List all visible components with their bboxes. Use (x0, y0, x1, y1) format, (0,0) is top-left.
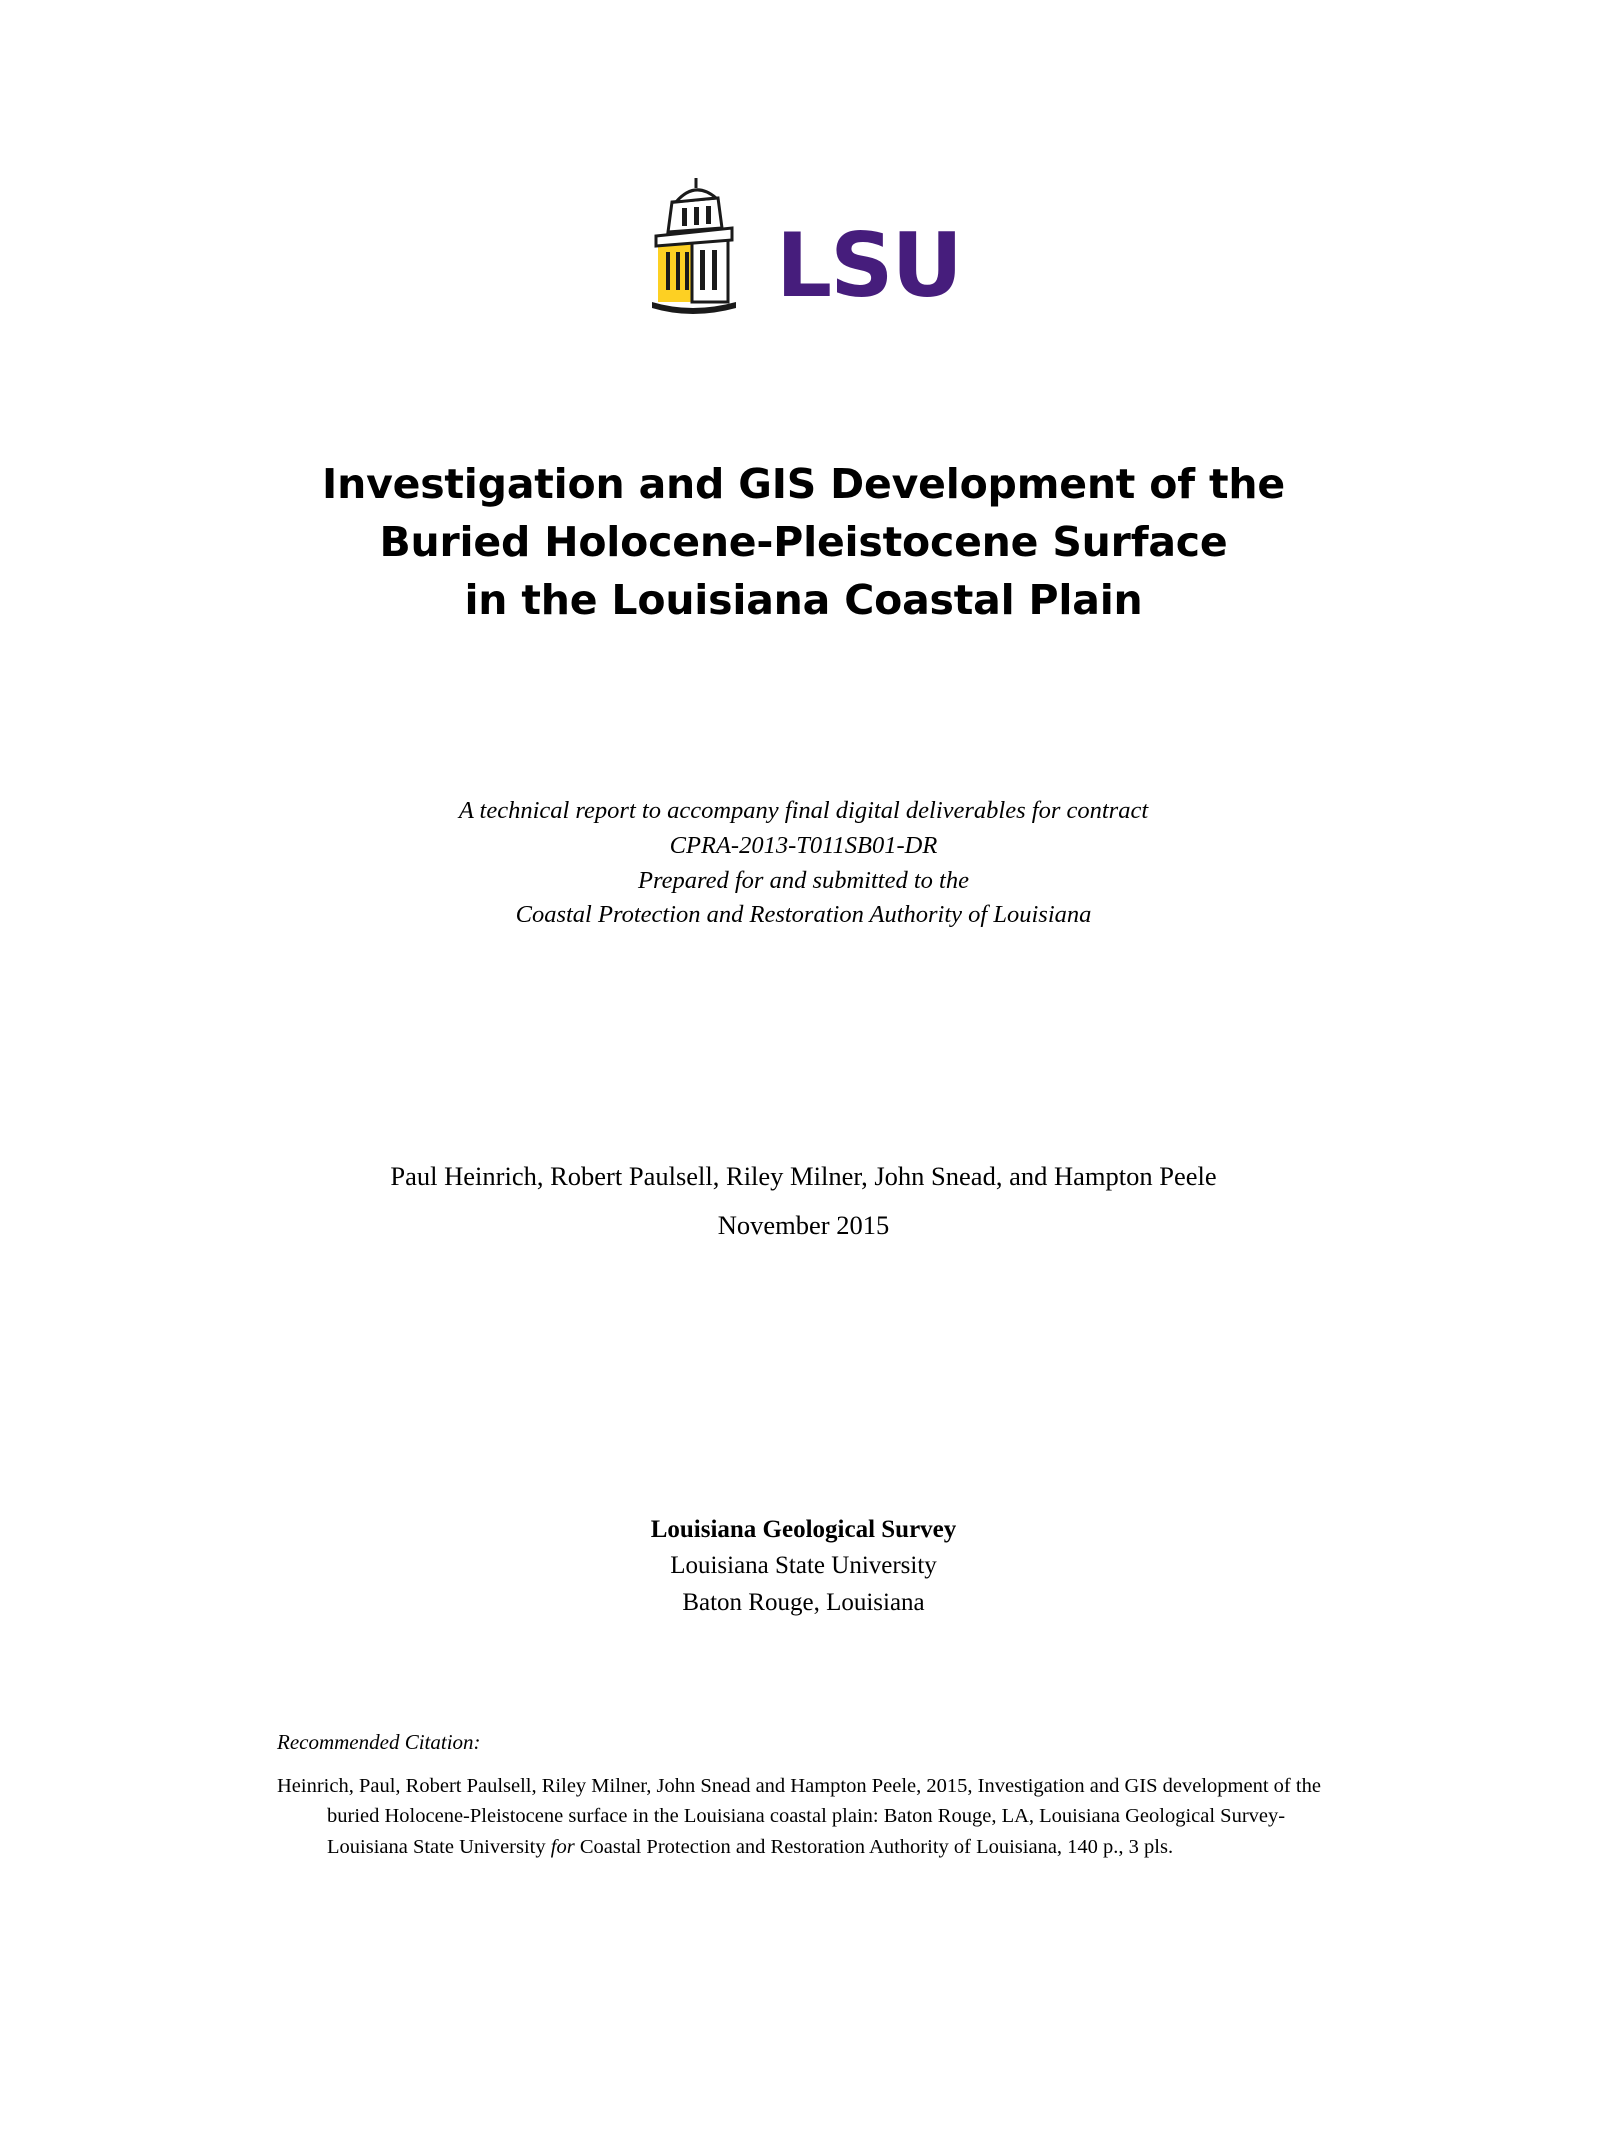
author-names: Paul Heinrich, Robert Paulsell, Riley Milner, John Snead, and Hampton Peele (390, 1161, 1217, 1191)
subtitle-line-3: Prepared for and submitted to the (638, 866, 969, 894)
citation-text (277, 1771, 1337, 1862)
authors-section (0, 1152, 1607, 1250)
subtitle-line-2-contract-number: CPRA-2013-T011SB01-DR (669, 831, 938, 859)
affiliation-section (0, 1512, 1607, 1621)
citation-label: Recommended Citation: (277, 1730, 481, 1754)
page-title-line-3: in the Louisiana Coastal Plain (464, 576, 1143, 625)
subtitle-line-1: A technical report to accompany final digital deliverables for contract (458, 797, 1149, 824)
page-title-line-2: Buried Holocene-Pleistocene Surface (379, 518, 1228, 567)
citation-text-part2: Coastal Protection and Restoration Authority of Louisiana, 140 p., 3 pls. (574, 1835, 1174, 1858)
page-title (0, 455, 1607, 630)
lsu-wordmark: LSU (776, 214, 961, 317)
publication-date: November 2015 (717, 1210, 890, 1241)
citation-text-italic: for (550, 1835, 575, 1858)
organization-name: Louisiana Geological Survey (650, 1516, 957, 1543)
lsu-memorial-tower-icon (646, 178, 766, 318)
recommended-citation (277, 1730, 1337, 1862)
report-subtitle (0, 794, 1607, 933)
lsu-logo (0, 178, 1607, 318)
page-title-line-1: Investigation and GIS Development of the (322, 460, 1285, 508)
organization-location: Baton Rouge, Louisiana (682, 1588, 925, 1616)
citation-text-part1: Heinrich, Paul, Robert Paulsell, Riley Milner, John Snead and Hampton Peele, 2015, Investigation and GIS development of the buried Holocene-Pleistocene surface in the Louisiana coastal plain: Baton Rouge, LA, Louisiana Geological Survey-Louisiana State University (277, 1775, 1321, 1858)
logo-inner (646, 178, 961, 318)
university-name: Louisiana State University (670, 1552, 937, 1580)
subtitle-line-4-agency: Coastal Protection and Restoration Authority of Louisiana (515, 901, 1092, 929)
